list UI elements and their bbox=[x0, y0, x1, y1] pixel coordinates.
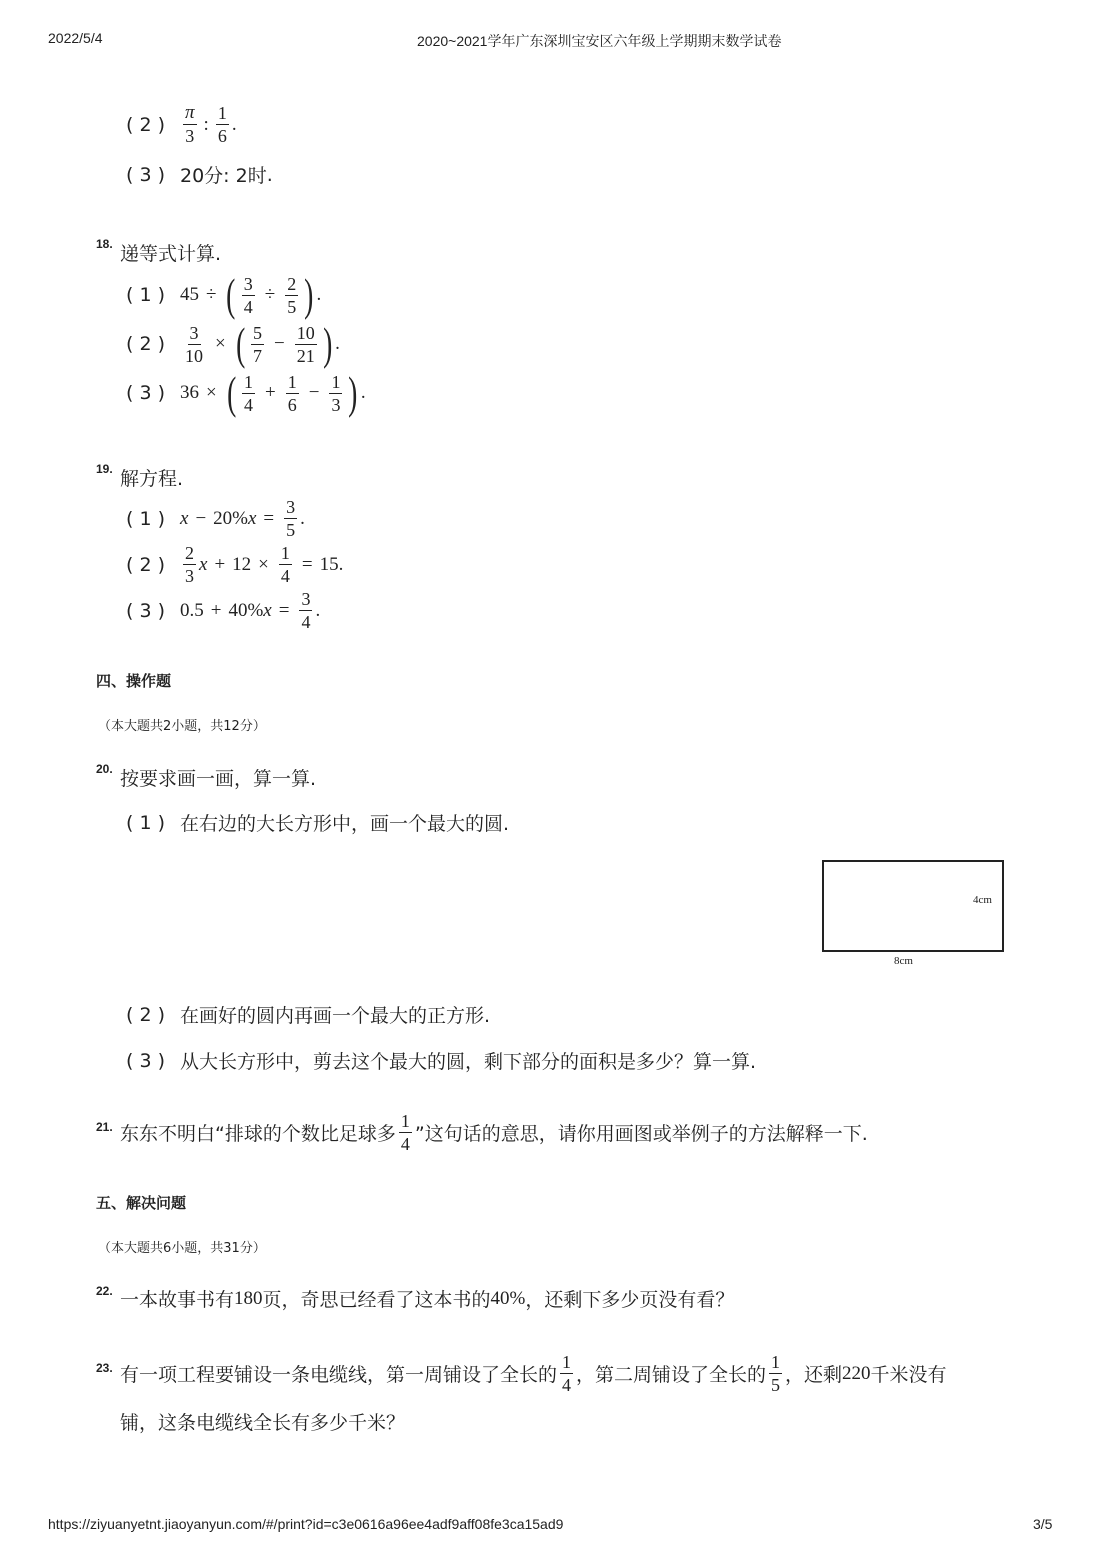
sub-label: ( 2 ) bbox=[126, 553, 165, 576]
q19-sub1 bbox=[126, 496, 305, 541]
denominator: 4 bbox=[562, 1375, 572, 1395]
fraction bbox=[299, 588, 312, 633]
q18-sub1 bbox=[126, 269, 322, 320]
paren-open: ( bbox=[235, 318, 245, 369]
period: . bbox=[315, 599, 321, 621]
denominator: 10 bbox=[185, 345, 203, 366]
fraction bbox=[183, 322, 205, 367]
paren-open: ( bbox=[226, 269, 236, 320]
denominator: 7 bbox=[253, 345, 263, 366]
numerator: 3 bbox=[243, 273, 253, 294]
numerator: 3 bbox=[189, 322, 199, 343]
operator: − bbox=[195, 507, 207, 529]
denominator: 4 bbox=[280, 566, 290, 586]
fraction bbox=[295, 322, 317, 367]
q20-sub2 bbox=[126, 1001, 490, 1028]
question-title: 解方程. bbox=[120, 468, 184, 490]
fraction bbox=[284, 496, 297, 541]
print-date: 2022/5/4 bbox=[48, 30, 103, 46]
numerator: 10 bbox=[296, 322, 315, 343]
text-part: 东东不明白“排球的个数比足球多 bbox=[120, 1123, 396, 1145]
variable: x bbox=[199, 553, 208, 575]
operator: ÷ bbox=[264, 284, 276, 305]
number: 36 bbox=[180, 382, 199, 403]
period: . bbox=[335, 333, 340, 354]
q18-sub3 bbox=[126, 367, 366, 418]
variable: x bbox=[180, 507, 189, 529]
period: . bbox=[266, 163, 273, 186]
equals: = bbox=[263, 507, 275, 529]
question-number: 23. bbox=[96, 1361, 113, 1375]
denominator: 4 bbox=[400, 1134, 410, 1154]
denominator: 4 bbox=[244, 394, 254, 415]
sub-text: 从大长方形中，剪去这个最大的圆，剩下部分的面积是多少？算一算. bbox=[180, 1051, 757, 1073]
denominator: 5 bbox=[771, 1375, 781, 1395]
denominator: 3 bbox=[185, 566, 194, 586]
fraction bbox=[399, 1110, 412, 1155]
fraction bbox=[251, 322, 264, 367]
fraction bbox=[242, 273, 255, 318]
operator: × bbox=[258, 553, 269, 575]
q20-sub1 bbox=[126, 809, 509, 836]
question-number: 21. bbox=[96, 1120, 113, 1134]
operator: × bbox=[215, 333, 226, 354]
period: . bbox=[300, 507, 305, 529]
operator: − bbox=[308, 382, 320, 403]
period: . bbox=[360, 382, 366, 403]
text-part: ，还剩下多少页没有看？ bbox=[525, 1289, 735, 1311]
q18-sub2 bbox=[126, 318, 340, 369]
denominator: 3 bbox=[185, 126, 195, 146]
q23-text-line1 bbox=[120, 1351, 947, 1396]
fraction bbox=[285, 273, 298, 318]
sub-label: ( 2 ) bbox=[126, 113, 165, 136]
fraction bbox=[286, 371, 299, 416]
numerator: 1 bbox=[287, 371, 297, 392]
expression: 20分: 2时 bbox=[180, 165, 267, 187]
paren-close: ) bbox=[322, 318, 333, 369]
section-note: （本大题共2小题，共12分） bbox=[98, 719, 266, 734]
operator: + bbox=[265, 382, 276, 403]
fraction bbox=[216, 102, 229, 147]
numerator: 3 bbox=[301, 589, 311, 609]
sub-text: 在右边的大长方形中，画一个最大的圆. bbox=[180, 813, 510, 835]
number: 180 bbox=[234, 1287, 263, 1309]
number: 0.5 bbox=[180, 599, 204, 621]
sub-label: ( 3 ) bbox=[126, 599, 165, 622]
fraction bbox=[242, 371, 255, 416]
percent: 40% bbox=[490, 1287, 526, 1309]
q20-sub3 bbox=[126, 1047, 756, 1074]
text-part: 有一项工程要铺设一条电缆线，第一周铺设了全长的 bbox=[120, 1364, 558, 1386]
variable: x bbox=[247, 507, 257, 529]
sub-label: ( 1 ) bbox=[126, 284, 165, 306]
sub-label: ( 1 ) bbox=[126, 507, 165, 530]
numerator: 1 bbox=[280, 543, 290, 563]
numerator: 3 bbox=[286, 497, 296, 517]
operator: + bbox=[210, 599, 222, 621]
number: 220 bbox=[842, 1362, 871, 1384]
height-label: 4cm bbox=[973, 894, 992, 906]
text-part: ，第二周铺设了全长的 bbox=[576, 1364, 767, 1386]
numerator: 1 bbox=[562, 1352, 572, 1372]
denominator: 4 bbox=[243, 296, 253, 317]
sub-label: ( 1 ) bbox=[126, 811, 165, 834]
denominator: 5 bbox=[286, 520, 296, 540]
numerator: 5 bbox=[253, 322, 263, 343]
denominator: 21 bbox=[296, 345, 315, 366]
fraction bbox=[769, 1351, 782, 1396]
numerator: π bbox=[185, 102, 195, 123]
question-number: 19. bbox=[96, 462, 113, 476]
operator: ÷ bbox=[206, 284, 217, 305]
numerator: 2 bbox=[287, 273, 297, 294]
section-note: （本大题共6小题，共31分） bbox=[98, 1241, 266, 1256]
sub-label: ( 2 ) bbox=[126, 333, 165, 355]
operator: − bbox=[274, 333, 285, 354]
denominator: 3 bbox=[331, 394, 341, 415]
paren-close: ) bbox=[304, 269, 314, 320]
q21-text bbox=[120, 1110, 868, 1155]
period: . bbox=[231, 113, 237, 135]
text-part: 一本故事书有 bbox=[120, 1289, 235, 1311]
document-title: 2020~2021学年广东深圳宝安区六年级上学期期末数学试卷 bbox=[417, 33, 782, 49]
percent: 40% bbox=[228, 599, 264, 621]
question-title: 递等式计算. bbox=[120, 243, 222, 265]
question-number: 20. bbox=[96, 762, 113, 776]
text-part: ”这句话的意思，请你用画图或举例子的方法解释一下. bbox=[414, 1123, 868, 1145]
number: 15 bbox=[319, 553, 339, 575]
operator: + bbox=[214, 553, 226, 575]
number: 12 bbox=[232, 553, 252, 575]
q17-sub2 bbox=[126, 102, 237, 147]
numerator: 1 bbox=[331, 371, 341, 392]
page-number: 3/5 bbox=[1033, 1516, 1053, 1532]
equals: = bbox=[301, 553, 313, 575]
sub-label: ( 3 ) bbox=[126, 382, 165, 404]
denominator: 6 bbox=[287, 394, 297, 415]
period: . bbox=[338, 553, 344, 575]
fraction bbox=[279, 542, 292, 587]
text-part: ，还剩 bbox=[785, 1364, 843, 1386]
colon: : bbox=[203, 113, 209, 135]
numerator: 1 bbox=[217, 103, 227, 123]
paren-open: ( bbox=[226, 367, 236, 418]
q22-text bbox=[120, 1285, 734, 1312]
text-part: 页，奇思已经看了这本书的 bbox=[262, 1289, 491, 1311]
question-title: 按要求画一画，算一算. bbox=[120, 768, 317, 790]
denominator: 4 bbox=[301, 612, 311, 632]
numerator: 1 bbox=[400, 1111, 410, 1131]
rectangle-figure bbox=[822, 860, 1004, 952]
q19-sub2 bbox=[126, 542, 343, 587]
operator: × bbox=[206, 382, 217, 403]
fraction bbox=[329, 371, 342, 416]
q17-sub3 bbox=[126, 161, 273, 188]
fraction bbox=[183, 542, 196, 587]
question-number: 18. bbox=[96, 237, 113, 251]
fraction bbox=[183, 102, 197, 147]
text-part: 千米没有 bbox=[870, 1364, 947, 1386]
percent: 20% bbox=[213, 507, 248, 529]
variable: x bbox=[263, 599, 272, 621]
section-title: 五、解决问题 bbox=[96, 1194, 187, 1212]
period: . bbox=[316, 284, 322, 305]
q23-text-line2: 铺，这条电缆线全长有多少千米？ bbox=[120, 1412, 406, 1434]
sub-label: ( 2 ) bbox=[126, 1003, 165, 1026]
sub-text: 在画好的圆内再画一个最大的正方形. bbox=[180, 1005, 491, 1027]
width-label: 8cm bbox=[894, 955, 913, 967]
sub-label: ( 3 ) bbox=[126, 1049, 165, 1072]
denominator: 5 bbox=[287, 296, 297, 317]
q19-sub3 bbox=[126, 588, 320, 633]
fraction bbox=[560, 1351, 573, 1396]
number: 45 bbox=[180, 284, 199, 305]
footer-url[interactable]: https://ziyuanyetnt.jiaoyanyun.com/#/print?id=c3e0616a96ee4adf9aff08fe3ca15ad9 bbox=[48, 1516, 564, 1532]
numerator: 1 bbox=[771, 1352, 781, 1372]
paren-close: ) bbox=[348, 367, 358, 418]
sub-label: ( 3 ) bbox=[126, 163, 165, 186]
equals: = bbox=[278, 599, 290, 621]
denominator: 6 bbox=[217, 126, 227, 146]
numerator: 1 bbox=[244, 371, 254, 392]
question-number: 22. bbox=[96, 1284, 113, 1298]
section-title: 四、操作题 bbox=[96, 672, 172, 690]
numerator: 2 bbox=[185, 543, 194, 563]
